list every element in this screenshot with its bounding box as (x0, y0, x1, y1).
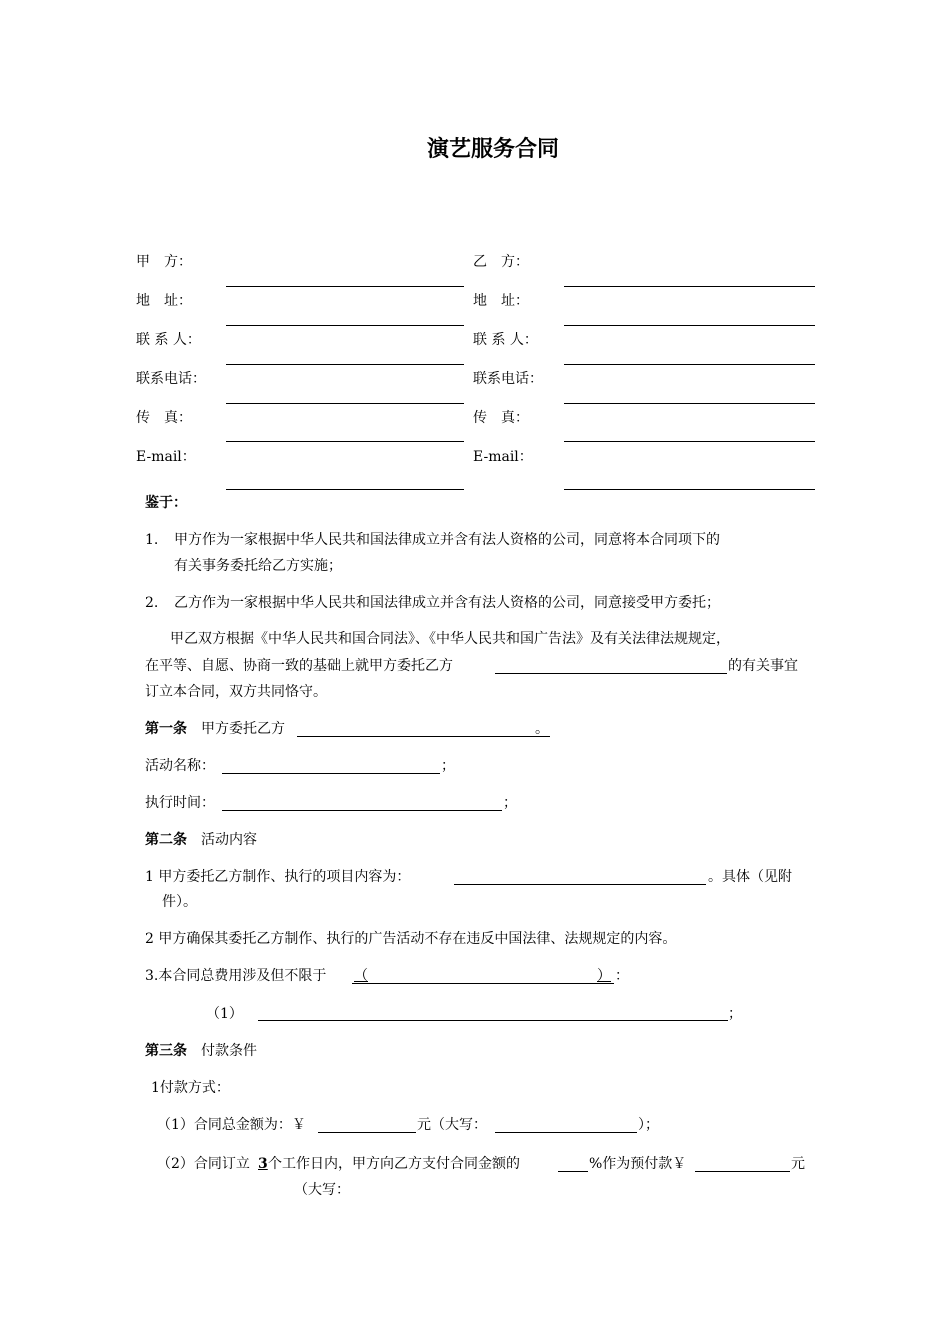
payment-total-label: （1）合同总金额为：￥ (157, 1117, 306, 1133)
exec-time-semicolon: ； (503, 795, 517, 811)
party-b-phone-field[interactable] (564, 403, 815, 404)
preamble-line3: 订立本合同，双方共同恪守。 (145, 684, 327, 700)
prepayment-yuan: 元 (791, 1156, 805, 1172)
payment-total-capital-field[interactable] (495, 1132, 637, 1133)
prepayment-capital-label: （大写： (294, 1182, 350, 1198)
article2-text: 活动内容 (201, 832, 257, 848)
fee-scope-field[interactable] (352, 983, 614, 984)
party-b-email-field[interactable] (564, 489, 815, 490)
article2-item2: 2 甲方确保其委托乙方制作、执行的广告活动不存在违反中国法律、法规规定的内容。 (145, 931, 677, 947)
fee-sub1-number: （1） (206, 1006, 243, 1022)
party-b-field[interactable] (564, 286, 815, 287)
party-a-phone-field[interactable] (226, 403, 464, 404)
party-b-email-label: E-mail： (473, 449, 533, 465)
payment-method-label: 1付款方式： (151, 1080, 230, 1096)
prepayment-percent-label: %作为预付款￥ (589, 1156, 687, 1172)
whereas-item1-line1: 甲方作为一家根据中华人民共和国法律成立并含有法人资格的公司，同意将本合同项下的 (174, 532, 720, 548)
party-b-contact-label: 联 系 人： (473, 332, 538, 348)
whereas-item2-text: 乙方作为一家根据中华人民共和国法律成立并含有法人资格的公司，同意接受甲方委托； (174, 595, 720, 611)
party-b-address-label: 地 址： (473, 293, 529, 309)
article3-text: 付款条件 (201, 1043, 257, 1059)
prepayment-percent-field[interactable] (558, 1171, 588, 1172)
party-b-fax-label: 传 真： (473, 410, 529, 426)
prepayment-days: 3 (258, 1156, 268, 1172)
party-a-label: 甲 方： (136, 254, 192, 270)
party-b-phone-label: 联系电话： (473, 371, 543, 387)
preamble-line1: 甲乙双方根据《中华人民共和国合同法》、《中华人民共和国广告法》及有关法律法规规定， (170, 631, 730, 647)
prepayment-amount-field[interactable] (695, 1171, 790, 1172)
article2-item1-end: 。具体（见附 (708, 869, 792, 885)
prepayment-start: （2）合同订立 (157, 1156, 250, 1172)
article2-item3-start: 3.本合同总费用涉及但不限于 (145, 968, 327, 984)
party-a-contact-label: 联 系 人： (136, 332, 201, 348)
party-a-phone-label: 联系电话： (136, 371, 206, 387)
whereas-item1-line2: 有关事务委托给乙方实施； (174, 558, 342, 574)
payment-total-field[interactable] (318, 1132, 416, 1133)
exec-time-label: 执行时间： (145, 795, 215, 811)
preamble-line2-start: 在平等、自愿、协商一致的基础上就甲方委托乙方 (145, 658, 453, 674)
payment-total-capital-label: 元（大写： (417, 1117, 487, 1133)
party-b-contact-field[interactable] (564, 364, 815, 365)
article1-end: 。 (535, 721, 549, 737)
fee-colon: ： (615, 968, 629, 984)
party-a-contact-field[interactable] (226, 364, 464, 365)
project-content-field[interactable] (454, 884, 706, 885)
fee-sub1-semicolon: ； (728, 1006, 742, 1022)
party-b-address-field[interactable] (564, 325, 815, 326)
article2-item1-cont: 件）。 (162, 894, 197, 910)
party-a-fax-field[interactable] (226, 441, 464, 442)
party-a-fax-label: 传 真： (136, 410, 192, 426)
party-b-fax-field[interactable] (564, 441, 815, 442)
fee-open-paren: （ (354, 968, 368, 984)
whereas-item1-number: 1. (145, 532, 159, 548)
page-title: 演艺服务合同 (427, 136, 560, 162)
party-a-address-label: 地 址： (136, 293, 192, 309)
fee-sub1-field[interactable] (258, 1020, 728, 1021)
fee-close-paren: ） (597, 968, 611, 984)
prepayment-middle: 个工作日内，甲方向乙方支付合同金额的 (268, 1156, 520, 1172)
article1-text: 甲方委托乙方 (201, 721, 285, 737)
exec-time-field[interactable] (222, 810, 502, 811)
party-a-email-field[interactable] (226, 489, 464, 490)
whereas-heading: 鉴于： (145, 495, 187, 511)
article1-entrust-field[interactable] (297, 736, 550, 737)
article1-label: 第一条 (145, 721, 187, 737)
article2-label: 第二条 (145, 832, 187, 848)
party-a-address-field[interactable] (226, 325, 464, 326)
whereas-item2-number: 2. (145, 595, 159, 611)
article3-label: 第三条 (145, 1043, 187, 1059)
activity-name-semicolon: ； (441, 758, 455, 774)
party-b-label: 乙 方： (473, 254, 529, 270)
party-a-field[interactable] (226, 286, 464, 287)
party-a-email-label: E-mail： (136, 449, 196, 465)
preamble-entrust-field[interactable] (495, 673, 727, 674)
preamble-line2-end: 的有关事宜 (728, 658, 798, 674)
activity-name-field[interactable] (222, 773, 440, 774)
activity-name-label: 活动名称： (145, 758, 215, 774)
payment-total-close: ）； (638, 1117, 659, 1133)
article2-item1-start: 1 甲方委托乙方制作、执行的项目内容为： (145, 869, 411, 885)
